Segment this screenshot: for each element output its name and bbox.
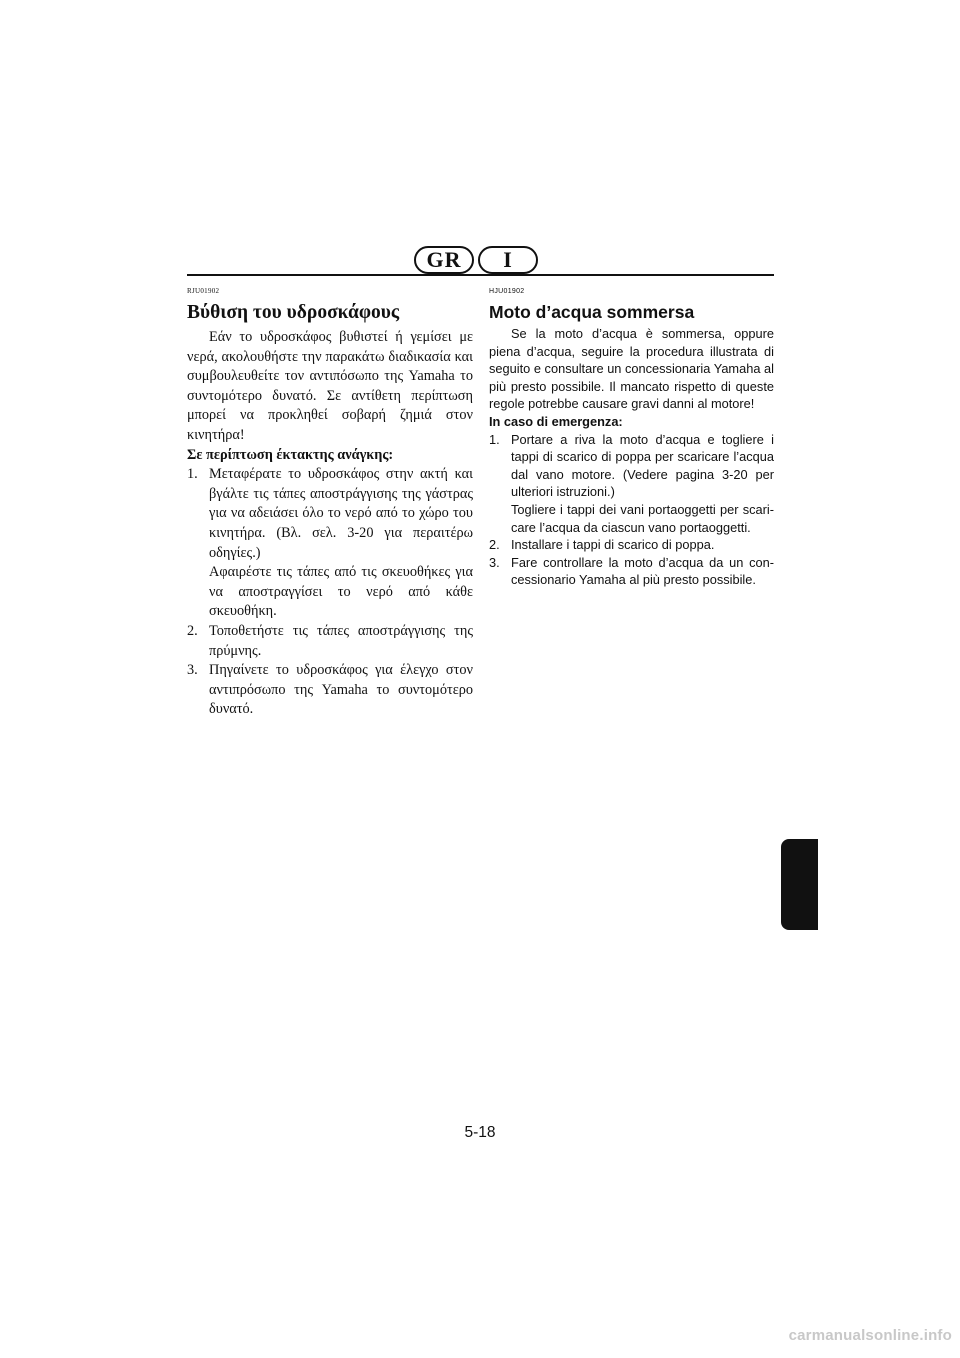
- step-text: Πηγαίνετε το υδροσκάφος για έλεγχο στον αντιπρόσωπο της Yamaha το συντομότερο δυνατό.: [209, 662, 473, 718]
- step-number: 1.: [187, 466, 198, 483]
- step-item: [489, 431, 774, 537]
- step-item: [187, 661, 473, 720]
- step-item: [489, 554, 774, 589]
- step-text: Μεταφέρατε το υδροσκάφος στην ακτή και βγάλτε τις τάπες αποστράγγισης της γάστρας για να αδειάσει όλο το νερό από το χώρο του κινητήρα. (Βλ. σελ. 3-20 για περαιτέρω οδηγίες.): [209, 466, 473, 561]
- step-number: 3.: [187, 662, 198, 679]
- italian-column: [489, 287, 774, 589]
- step-text-continued: Αφαιρέστε τις τάπες από τις σκευοθήκες για να αποστραγγίσει το νερό από κάθε σκευοθήκη.: [209, 564, 473, 620]
- section-code: HJU01902: [489, 288, 525, 295]
- section-title: Βύθιση του υδροσκάφους: [187, 302, 400, 323]
- steps-list: [489, 431, 774, 589]
- page-number: 5-18: [464, 1124, 496, 1141]
- step-item: [489, 536, 774, 554]
- step-text-continued: Togliere i tappi dei vani portaoggetti per scari-care l’acqua da ciascun vano portaoggetti.: [511, 501, 774, 535]
- emergency-subheading: Σε περίπτωση έκτακτης ανάγκης:: [187, 446, 394, 463]
- intro-paragraph: Εάν το υδροσκάφος βυθιστεί ή γεμίσει με νερά, ακολουθήστε την παρακάτω διαδικασία και συμβουλευθείτε τον αντιπόσωπο της Yamaha το συντομότερο δυνατό. Σε αντίθετη περίπτωση μπορεί να προκληθεί σοβαρή ζημιά στον κινητήρα!: [187, 329, 473, 443]
- step-number: 2.: [187, 622, 198, 639]
- header-rule: [187, 274, 774, 276]
- step-item: [187, 622, 473, 661]
- greek-column: [187, 287, 473, 720]
- language-badge-gr: GR: [414, 246, 474, 274]
- steps-list: [187, 465, 473, 720]
- intro-paragraph: Se la moto d’acqua è sommersa, oppure piena d’acqua, seguire la procedura illustrata di seguito e consultare un concessionaria Yamaha al più presto possibile. Il mancato rispetto di queste regole potrebbe causare gravi danni al motore!: [489, 326, 774, 412]
- step-number: 3.: [489, 554, 500, 570]
- step-text: Installare i tappi di scarico di poppa.: [511, 537, 715, 553]
- watermark: carmanualsonline.info: [788, 1327, 952, 1344]
- step-text: Fare controllare la moto d’acqua da un con-cessionario Yamaha al più presto possibile.: [511, 554, 774, 588]
- section-title: Moto d’acqua sommersa: [489, 302, 695, 322]
- step-item: [187, 465, 473, 622]
- step-text: Portare a riva la moto d’acqua e togliere i tappi di scarico di poppa per scaricare l’acqua dal vano motore. (Vedere pagina 3-20 per ulteriori istruzioni.): [511, 431, 774, 500]
- chapter-thumb-tab: [781, 839, 818, 930]
- emergency-subheading: In caso di emergenza:: [489, 413, 623, 429]
- section-code: RJU01902: [187, 287, 220, 295]
- page-header: [187, 246, 774, 280]
- step-text: Τοποθετήστε τις τάπες αποστράγγισης της πρύμνης.: [209, 622, 473, 659]
- step-number: 2.: [489, 537, 500, 553]
- language-badge-i: I: [478, 246, 538, 274]
- step-number: 1.: [489, 431, 500, 447]
